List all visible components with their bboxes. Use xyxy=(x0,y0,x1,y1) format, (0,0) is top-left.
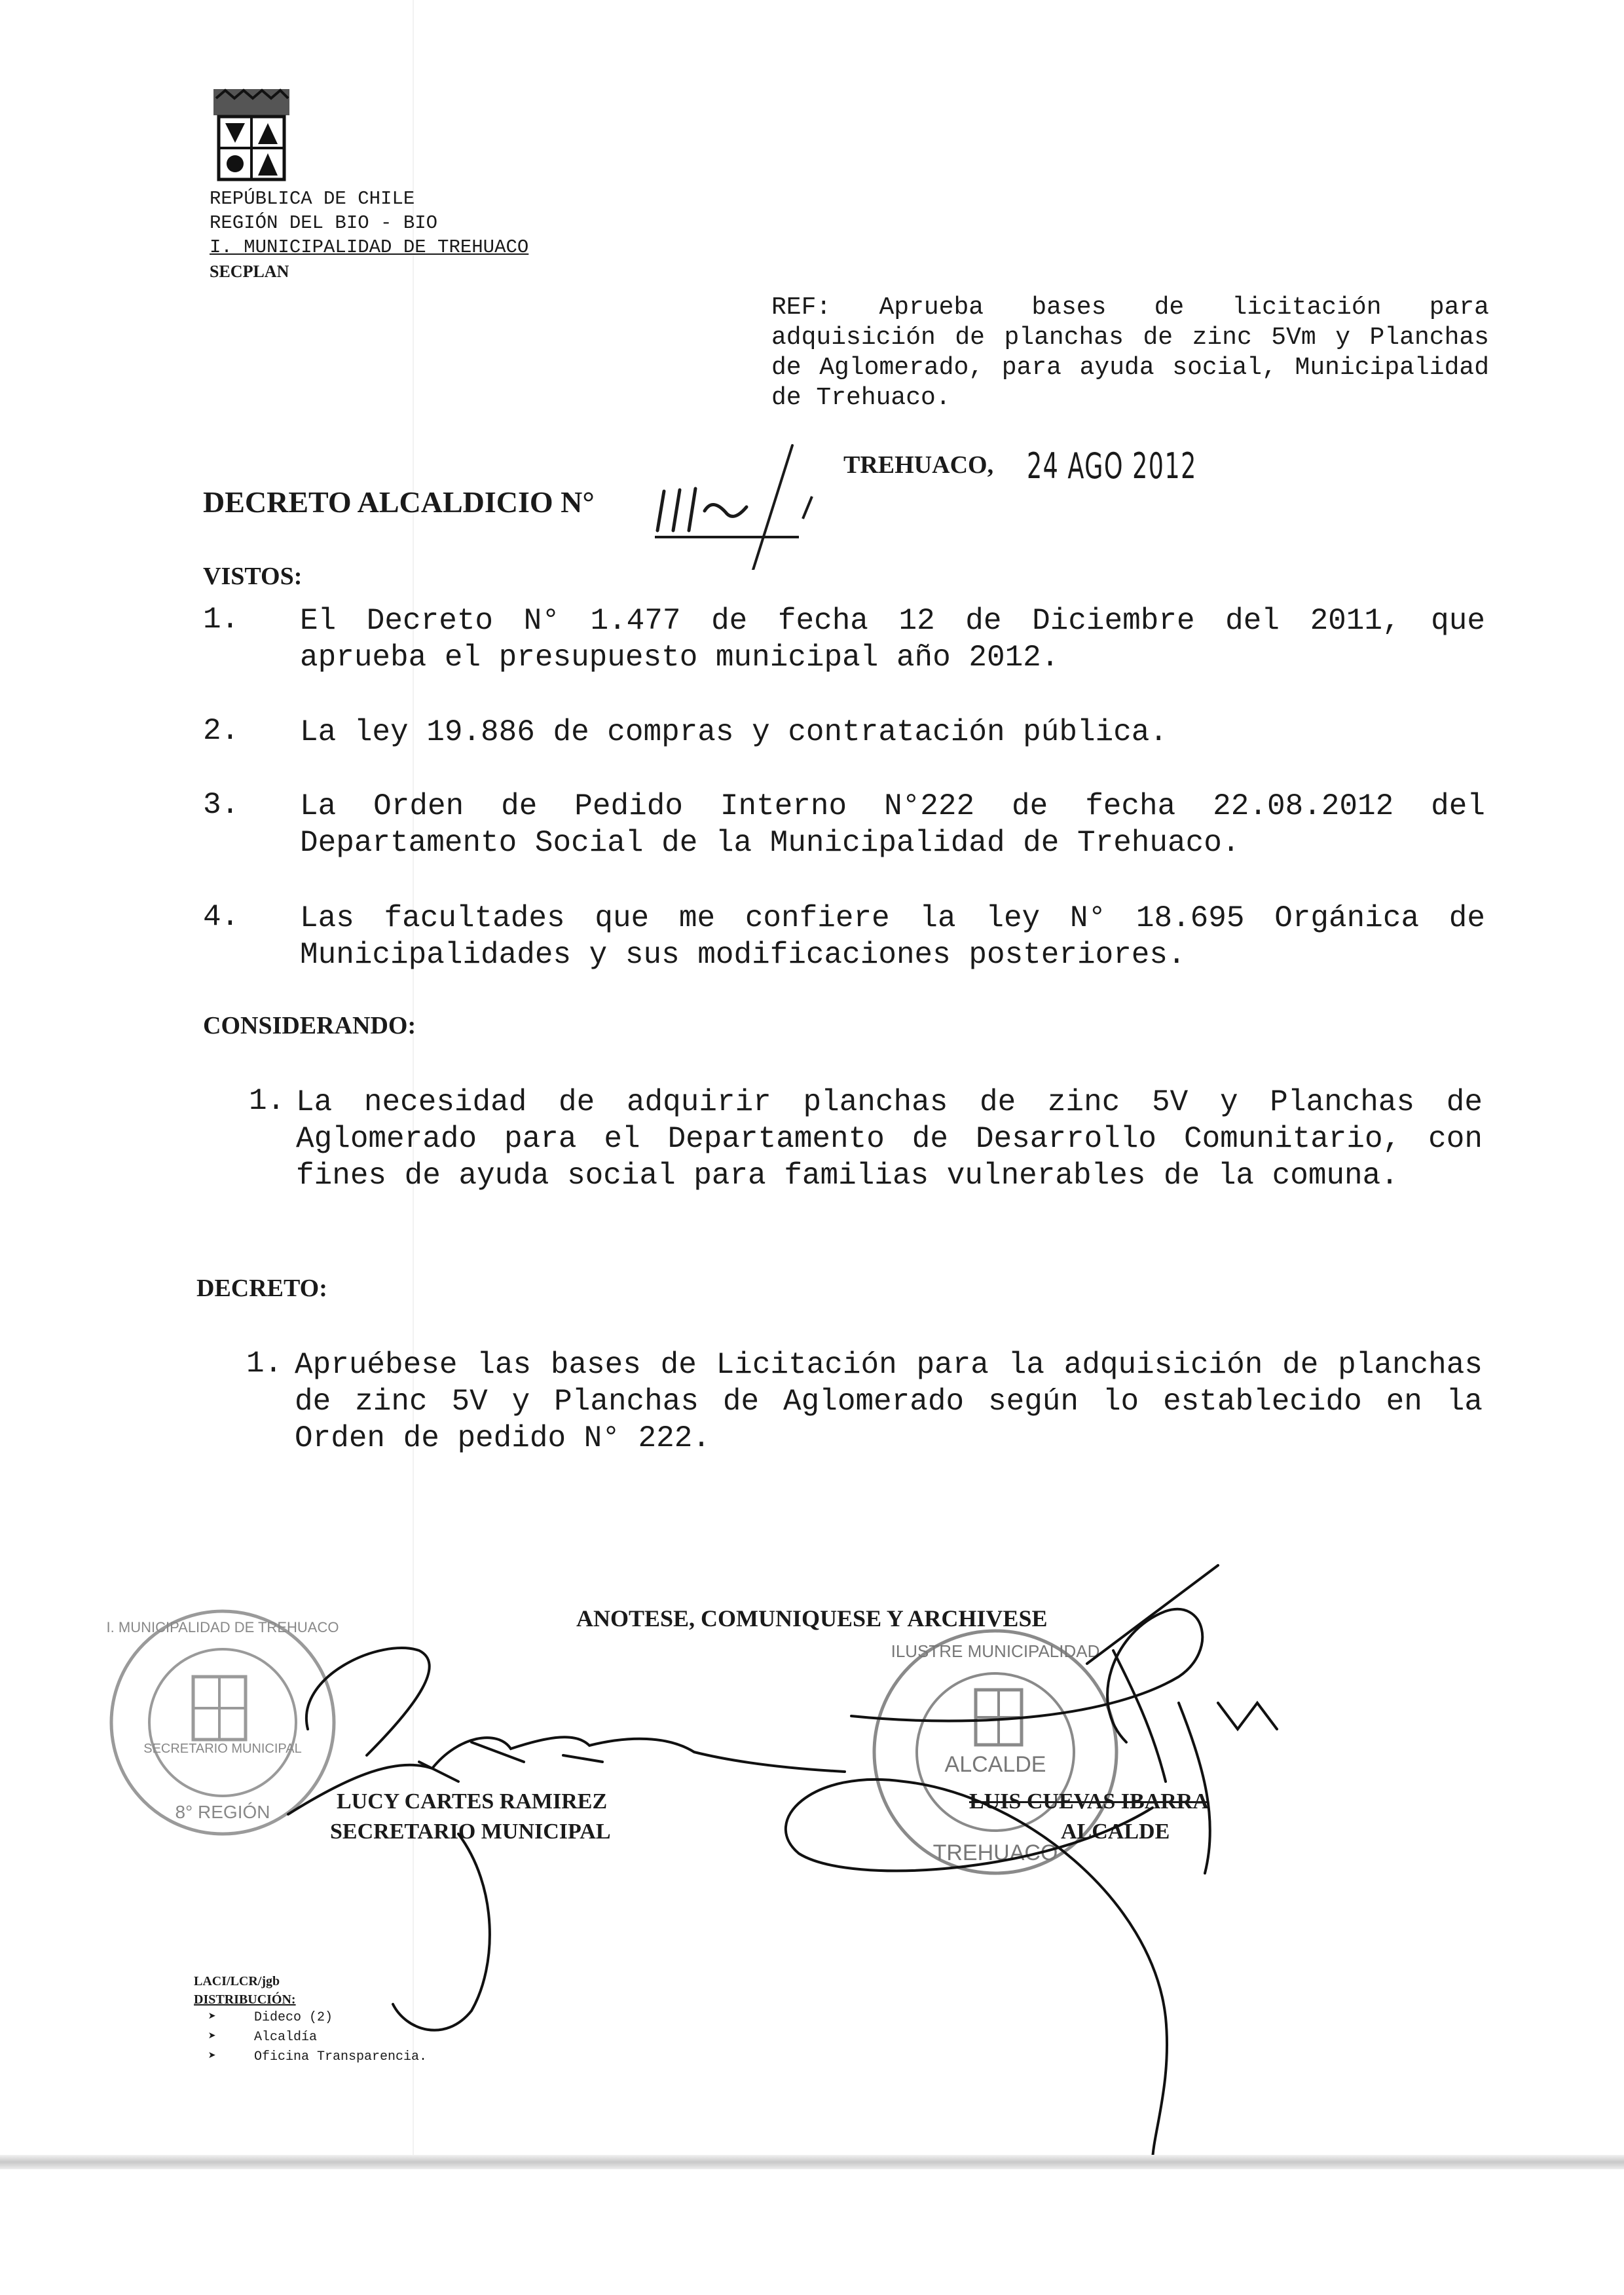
vistos-item-number: 3. xyxy=(203,788,240,822)
stamp-center-text: SECRETARIO MUNICIPAL xyxy=(143,1742,302,1756)
stamp-bottom-text: TREHUACO xyxy=(932,1840,1058,1865)
stamp-center-text: ALCALDE xyxy=(944,1752,1046,1777)
vistos-item-number: 4. xyxy=(203,900,240,934)
vistos-item-number: 1. xyxy=(203,603,240,637)
distribution-title: DISTRIBUCIÓN: xyxy=(194,1992,296,2007)
vistos-item-text: La Orden de Pedido Interno N°222 de fecha 22.08.2012 del Departamento Social de la Municipalidad de Trehuaco. xyxy=(300,789,1485,860)
vistos-item-text: El Decreto N° 1.477 de fecha 12 de Diciembre del 2011, que aprueba el presupuesto municipal año 2012. xyxy=(300,604,1485,675)
left-signatory-name: LUCY CARTES RAMIREZ xyxy=(337,1789,608,1814)
considerando-item-number: 1. xyxy=(249,1084,286,1118)
bullet-arrow-icon: ➤ xyxy=(208,2049,217,2064)
stamp-bottom-text: 8° REGIÓN xyxy=(175,1802,270,1822)
distribution-item: Dideco (2) xyxy=(254,2010,333,2025)
left-signatory-role: SECRETARIO MUNICIPAL xyxy=(330,1819,611,1844)
header-region: REGIÓN DEL BIO - BIO xyxy=(210,212,438,234)
header-secplan: SECPLAN xyxy=(210,262,289,281)
considerando-title: CONSIDERANDO: xyxy=(203,1012,416,1039)
distribution-item: Oficina Transparencia. xyxy=(254,2049,428,2064)
right-signatory-name: LUIS CUEVAS IBARRA xyxy=(969,1789,1209,1814)
decreto-title: DECRETO: xyxy=(196,1275,327,1302)
header-republic: REPÚBLICA DE CHILE xyxy=(210,188,415,210)
distribution-initials: LACI/LCR/jgb xyxy=(194,1974,280,1988)
decreto-item-number: 1. xyxy=(246,1347,283,1381)
vistos-item-text: La ley 19.886 de compras y contratación pública. xyxy=(300,715,1168,749)
bullet-arrow-icon: ➤ xyxy=(208,2030,217,2045)
distribution-item: Alcaldía xyxy=(254,2030,318,2045)
stamp-ring-text: I. MUNICIPALIDAD DE TREHUACO xyxy=(106,1619,339,1635)
reference-text: REF: Aprueba bases de licitación para adquisición de planchas de zinc 5Vm y Planchas de Aglomerado, para ayuda social, Municipalidad de Trehuaco. xyxy=(771,293,1489,412)
considerando-item-text: La necesidad de adquirir planchas de zinc 5V y Planchas de Aglomerado para el Departamento de Desarrollo Comunitario, con fines de ayuda social para familias vulnerables de la comuna. xyxy=(296,1085,1483,1193)
vistos-item-text: Las facultades que me confiere la ley N° 18.695 Orgánica de Municipalidades y sus modificaciones posteriores. xyxy=(300,901,1485,972)
decreto-item-text: Apruébese las bases de Licitación para la adquisición de planchas de zinc 5V y Planchas de Aglomerado según lo establecido en la Orden de pedido N° 222. xyxy=(295,1348,1483,1455)
bullet-arrow-icon: ➤ xyxy=(208,2010,217,2025)
stamp-ring-text: ILUSTRE MUNICIPALIDAD xyxy=(891,1641,1100,1661)
header-municipality: I. MUNICIPALIDAD DE TREHUACO xyxy=(210,236,529,258)
scan-edge xyxy=(0,2155,1624,2169)
vistos-title: VISTOS: xyxy=(203,563,303,590)
right-signatory-role: ALCALDE xyxy=(1061,1819,1170,1844)
decree-label: DECRETO ALCALDICIO N° xyxy=(203,485,595,519)
vistos-item-number: 2. xyxy=(203,714,240,748)
date-stamp: 24 AGO 2012 xyxy=(1027,445,1197,487)
closing-text: ANOTESE, COMUNIQUESE Y ARCHIVESE xyxy=(576,1605,1048,1632)
place-label: TREHUACO, xyxy=(843,451,994,479)
